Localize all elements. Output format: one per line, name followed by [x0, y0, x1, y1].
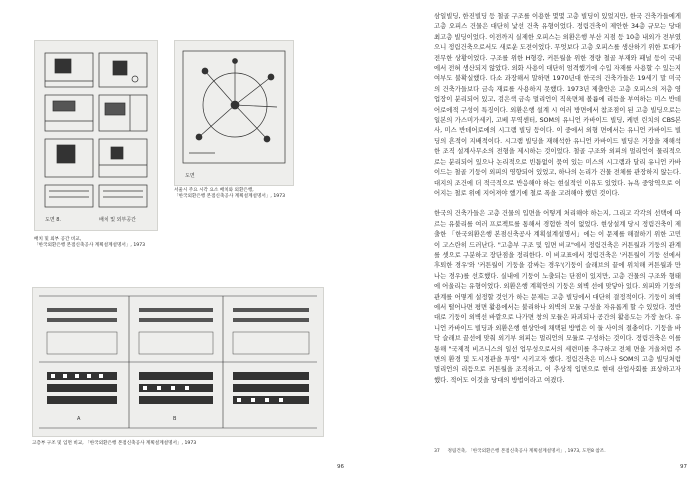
- body-text: [434, 12, 681, 386]
- fig3-label-a: A: [77, 416, 81, 422]
- figure-site-plan-comparison: [34, 40, 158, 231]
- footnote-text: 정림건축, 「한국외환은행 본점신축공사 계획설계설명서」, 1973, 도면8 참조.: [447, 449, 606, 454]
- figure-seoul-visual-elements: [174, 40, 294, 186]
- paragraph-2: 한국의 건축가들은 고층 건물의 입면을 어떻게 처리해야 하는지, 그리고 각각의 선택에 따르는 유불리를 여러 프로젝트를 통해서 경험한 적이 없었다. 현상설계 당시 정림건축이 제출한 「한국외환은행 본점신축공사 계획설계설명서」에는 이 문제를 해결하기 위한 고민이 고스란히 드러난다. "고층부 구조 및 입면 비교"에서 정림건축은 커튼월과 기둥의 관계를 셋으로 구분하고 장단점을 정리한다. 이 비교표에서 정림건축은 '커튼월이 기둥 선에서 후퇴한 경우'와 '커튼월이 기둥을 감싸는 경우'(기둥이 슬래브의 끝에 위치해 커튼월과 만나는 경우)를 선호했다. 실내에 기둥이 노출되는 단점이 있지만, 고층 건물의 구조와 형태에 어울리는 유형이었다. 외환은행 계획안의 기둥은 외벽 선에 맞닿아 있다. 외피와 기둥의 관계를 어떻게 설정할 것인가 하는 문제는 고층 빌딩에서 대단히 결정적이다. 기둥이 외벽에서 떨어나면 평면 활용에서는 불리하나 외벽의 모듈 구성을 자유롭게 할 수 있었다. 정반대로 기둥이 외벽선 바깥으로 나가면 창의 모듈은 파괴되나 공간의 활용도는 가장 높다. 유니언 카바이드 빌딩과 외환은행 현상안에 채택된 방법은 이 둘 사이의 절충이다. 기둥을 바닥 슬래브 끝선에 맞춰 외기부 외피는 멀리언의 모듈로 구성하는 것이다. 정림건축은 이를 통해 "국제적 비즈니스의 일선 업무성으로서의 세련미를 추구하고 전체 면을 거울처럼 주변의 환경 및 도시경관을 투영" 시키고자 했다. 정림건축은 미스나 SOM의 고층 빌딩처럼 멀리언의 리듬으로 커튼월을 조직하고, 이 추상적 입면으로 현대 산업사회를 표상하고자 했다. 적어도 이것을 당대의 방법이라고 여겼다.: [434, 210, 681, 384]
- paragraph-1: 삼일빌딩, 한진빌딩 등 철골 구조를 이용한 몇몇 고층 빌딩이 있었지만, 한국 건축가들에게 고층 오피스 건물은 대단히 낯선 건축 유형이었다. 정림건축이 제안한 34층 규모는 당대 최고층 빌딩이었다. 이전까지 실제한 오피스는 외환은행 부산 지점 등 10층 내외가 전부였으니 정림건축으로서도 새로운 도전이었다. 무엇보다 고층 오피스를 생산하기 위한 토대가 전무한 상황이었다. 구조를 위한 H형강, 커튼월을 위한 경량 철골 부재와 패널 등이 국내에서 전혀 생산되지 않았다. 외화 사용이 대단히 엄격했기에 수입 자재를 사용할 수 있는지 여부도 불확실했다. 다소 과장해서 말하면 1970년대 한국의 건축가들은 19세기 말 미국의 건축가들보다 금속 재료를 사용하지 못했다. 1973년 제출안은 고층 오피스의 저층 영업장이 분리되어 있고, 검은색 금속 멀리언이 직육면체 볼륨에 리듬을 부여하는 미스 반데어로에적 구성이 특징이다. 외환은행 설계 시 여러 방면에서 참조점이 된 고층 빌딩으로는 일본의 가스미가세키, 고베 무역센터, SOM의 유니언 카바이드 빌딩, 케빈 린치의 CBS본사, 미스 반데어로에의 시그램 빌딩 등이다. 이 중에서 외형 면에서는 유니언 카바이드 빌딩의 흔적이 지배적이다. 시그램 빌딩을 재해석한 유니언 카바이드 빌딩은 거장을 재해석한 조직 설계사무소의 전형을 제시하는 것이었다. 철골 구조와 외피의 멀리언이 물리적으로는 분리되어 있으나 논리적으로 빈틈없이 묶여 있는 미스의 시그램과 달리 유니언 카바이드는 철골 기둥이 외피의 영향되어 있었고, 하나의 논리가 건물 전체를 관장하지 않는다. 대지의 조건에 더 적극적으로 반응해야 하는 현실적인 이유도 있었다. 뉴욕 중앙역으로 이어지는 철로 위에 지어져야 했기에 철로 폭을 고려해야 했던 것이다.: [434, 13, 681, 197]
- seoul-map-drawing: [175, 41, 293, 185]
- site-plan-drawing: [35, 41, 157, 230]
- page-number-right: 97: [680, 464, 687, 470]
- footnote-number: 37: [434, 449, 440, 454]
- fig1-label-left: 도면 8.: [45, 217, 62, 223]
- elevation-comparison-drawing: [33, 288, 323, 436]
- caption-figure-3: 고층부 구조 및 입면 비교, 「한국외환은행 본점신축공사 계획설계설명서」, 1973: [32, 441, 197, 446]
- caption-figure-2: 서울시 주요 시각 요소 배치와 외환은행, 「한국외환은행 본점신축공사 계획설계설명서」, 1973: [174, 188, 286, 200]
- fig2-label: 도면: [185, 173, 195, 179]
- page-number-left: 96: [337, 464, 344, 470]
- caption-figure-1: 배치 및 외부 공간 비교, 「한국외환은행 본점신축공사 계획설계설명서」, 1973: [34, 237, 146, 249]
- footnote: [434, 448, 681, 454]
- fig1-label-right: 배치 및 외부공간: [99, 217, 136, 223]
- figure-highrise-structure-comparison: [32, 287, 324, 437]
- fig3-label-b: B: [173, 416, 177, 422]
